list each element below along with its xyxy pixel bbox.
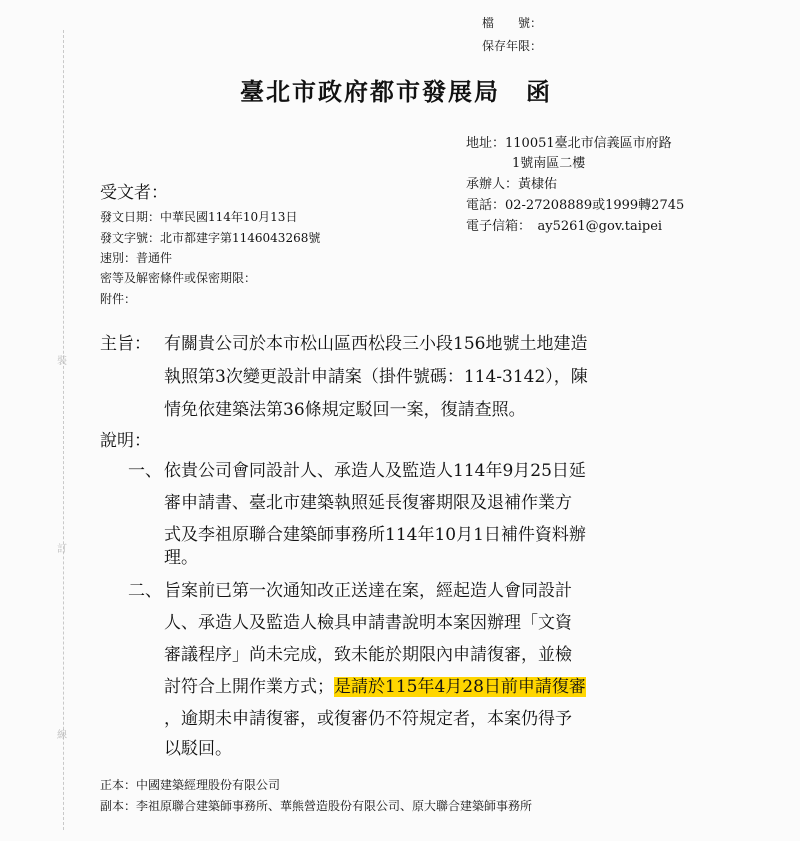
speed-class: 速別：普通件 [100, 251, 173, 265]
explanation-label: 說明： [100, 431, 151, 451]
page-title: 臺北市政府都市發展局 函 [240, 77, 552, 106]
deadline-highlight: 是請於115年4月28日前申請復審 [334, 677, 586, 697]
subject-line: 執照第3次變更設計申請案（掛件號碼：114-3142），陳 [164, 367, 588, 387]
binding-mark-xian: 線 [57, 730, 67, 741]
handler: 承辦人：黃棣佑 [466, 177, 558, 192]
main-recipient: 正本：中國建築經理股份有限公司 [100, 778, 281, 792]
item-line: 依貴公司會同設計人、承造人及監造人114年9月25日延 [164, 461, 586, 481]
item-number: 二、 [128, 581, 162, 601]
item-line: ，逾期未申請復審，或復審仍不符規定者，本案仍得予 [164, 709, 572, 729]
item-line: 式及李祖原聯合建築師事務所114年10月1日補件資料辦 [164, 525, 586, 545]
binding-line [63, 30, 64, 830]
subject-line: 情免依建築法第36條規定駁回一案，復請查照。 [164, 400, 526, 420]
binding-mark-ding: 訂 [57, 544, 67, 555]
cc-recipients: 副本：李祖原聯合建築師事務所、華熊營造股份有限公司、原大聯合建築師事務所 [100, 799, 533, 813]
item-line: 審申請書、臺北市建築執照延長復審期限及退補作業方 [164, 493, 572, 513]
item-line: 旨案前已第一次通知改正送達在案，經起造人會同設計 [164, 581, 572, 601]
item-line: 以駁回。 [164, 739, 232, 759]
security-level: 密等及解密條件或保密期限： [100, 271, 257, 285]
item-line: 理。 [164, 548, 198, 568]
address-line2: 1號南區二樓 [512, 156, 586, 171]
document-number: 發文字號：北市都建字第1146043268號 [100, 231, 321, 245]
item-line: 人、承造人及監造人檢具申請書說明本案因辦理「文資 [164, 613, 572, 633]
issue-date: 發文日期：中華民國114年10月13日 [100, 210, 298, 224]
attachment-label: 附件： [100, 292, 137, 306]
file-no-label: 檔 號： [482, 16, 543, 30]
phone: 電話：02-27208889或1999轉2745 [466, 198, 685, 213]
item-line-prefix: 討符合上開作業方式； [164, 677, 334, 697]
item-number: 一、 [128, 461, 162, 481]
retention-label: 保存年限： [482, 39, 543, 53]
item-line: 審議程序」尚未完成，致未能於期限內申請復審，並檢 [164, 645, 572, 665]
recipient-label: 受文者： [100, 183, 168, 203]
email: 電子信箱： ay5261@gov.taipei [466, 219, 663, 234]
subject-label: 主旨： [100, 334, 151, 354]
subject-line: 有關貴公司於本市松山區西松段三小段156地號土地建造 [164, 334, 588, 354]
binding-mark-zhuang: 裝 [57, 356, 67, 367]
address-line1: 地址：110051臺北市信義區市府路 [466, 136, 672, 151]
item-line-with-highlight [164, 672, 586, 697]
